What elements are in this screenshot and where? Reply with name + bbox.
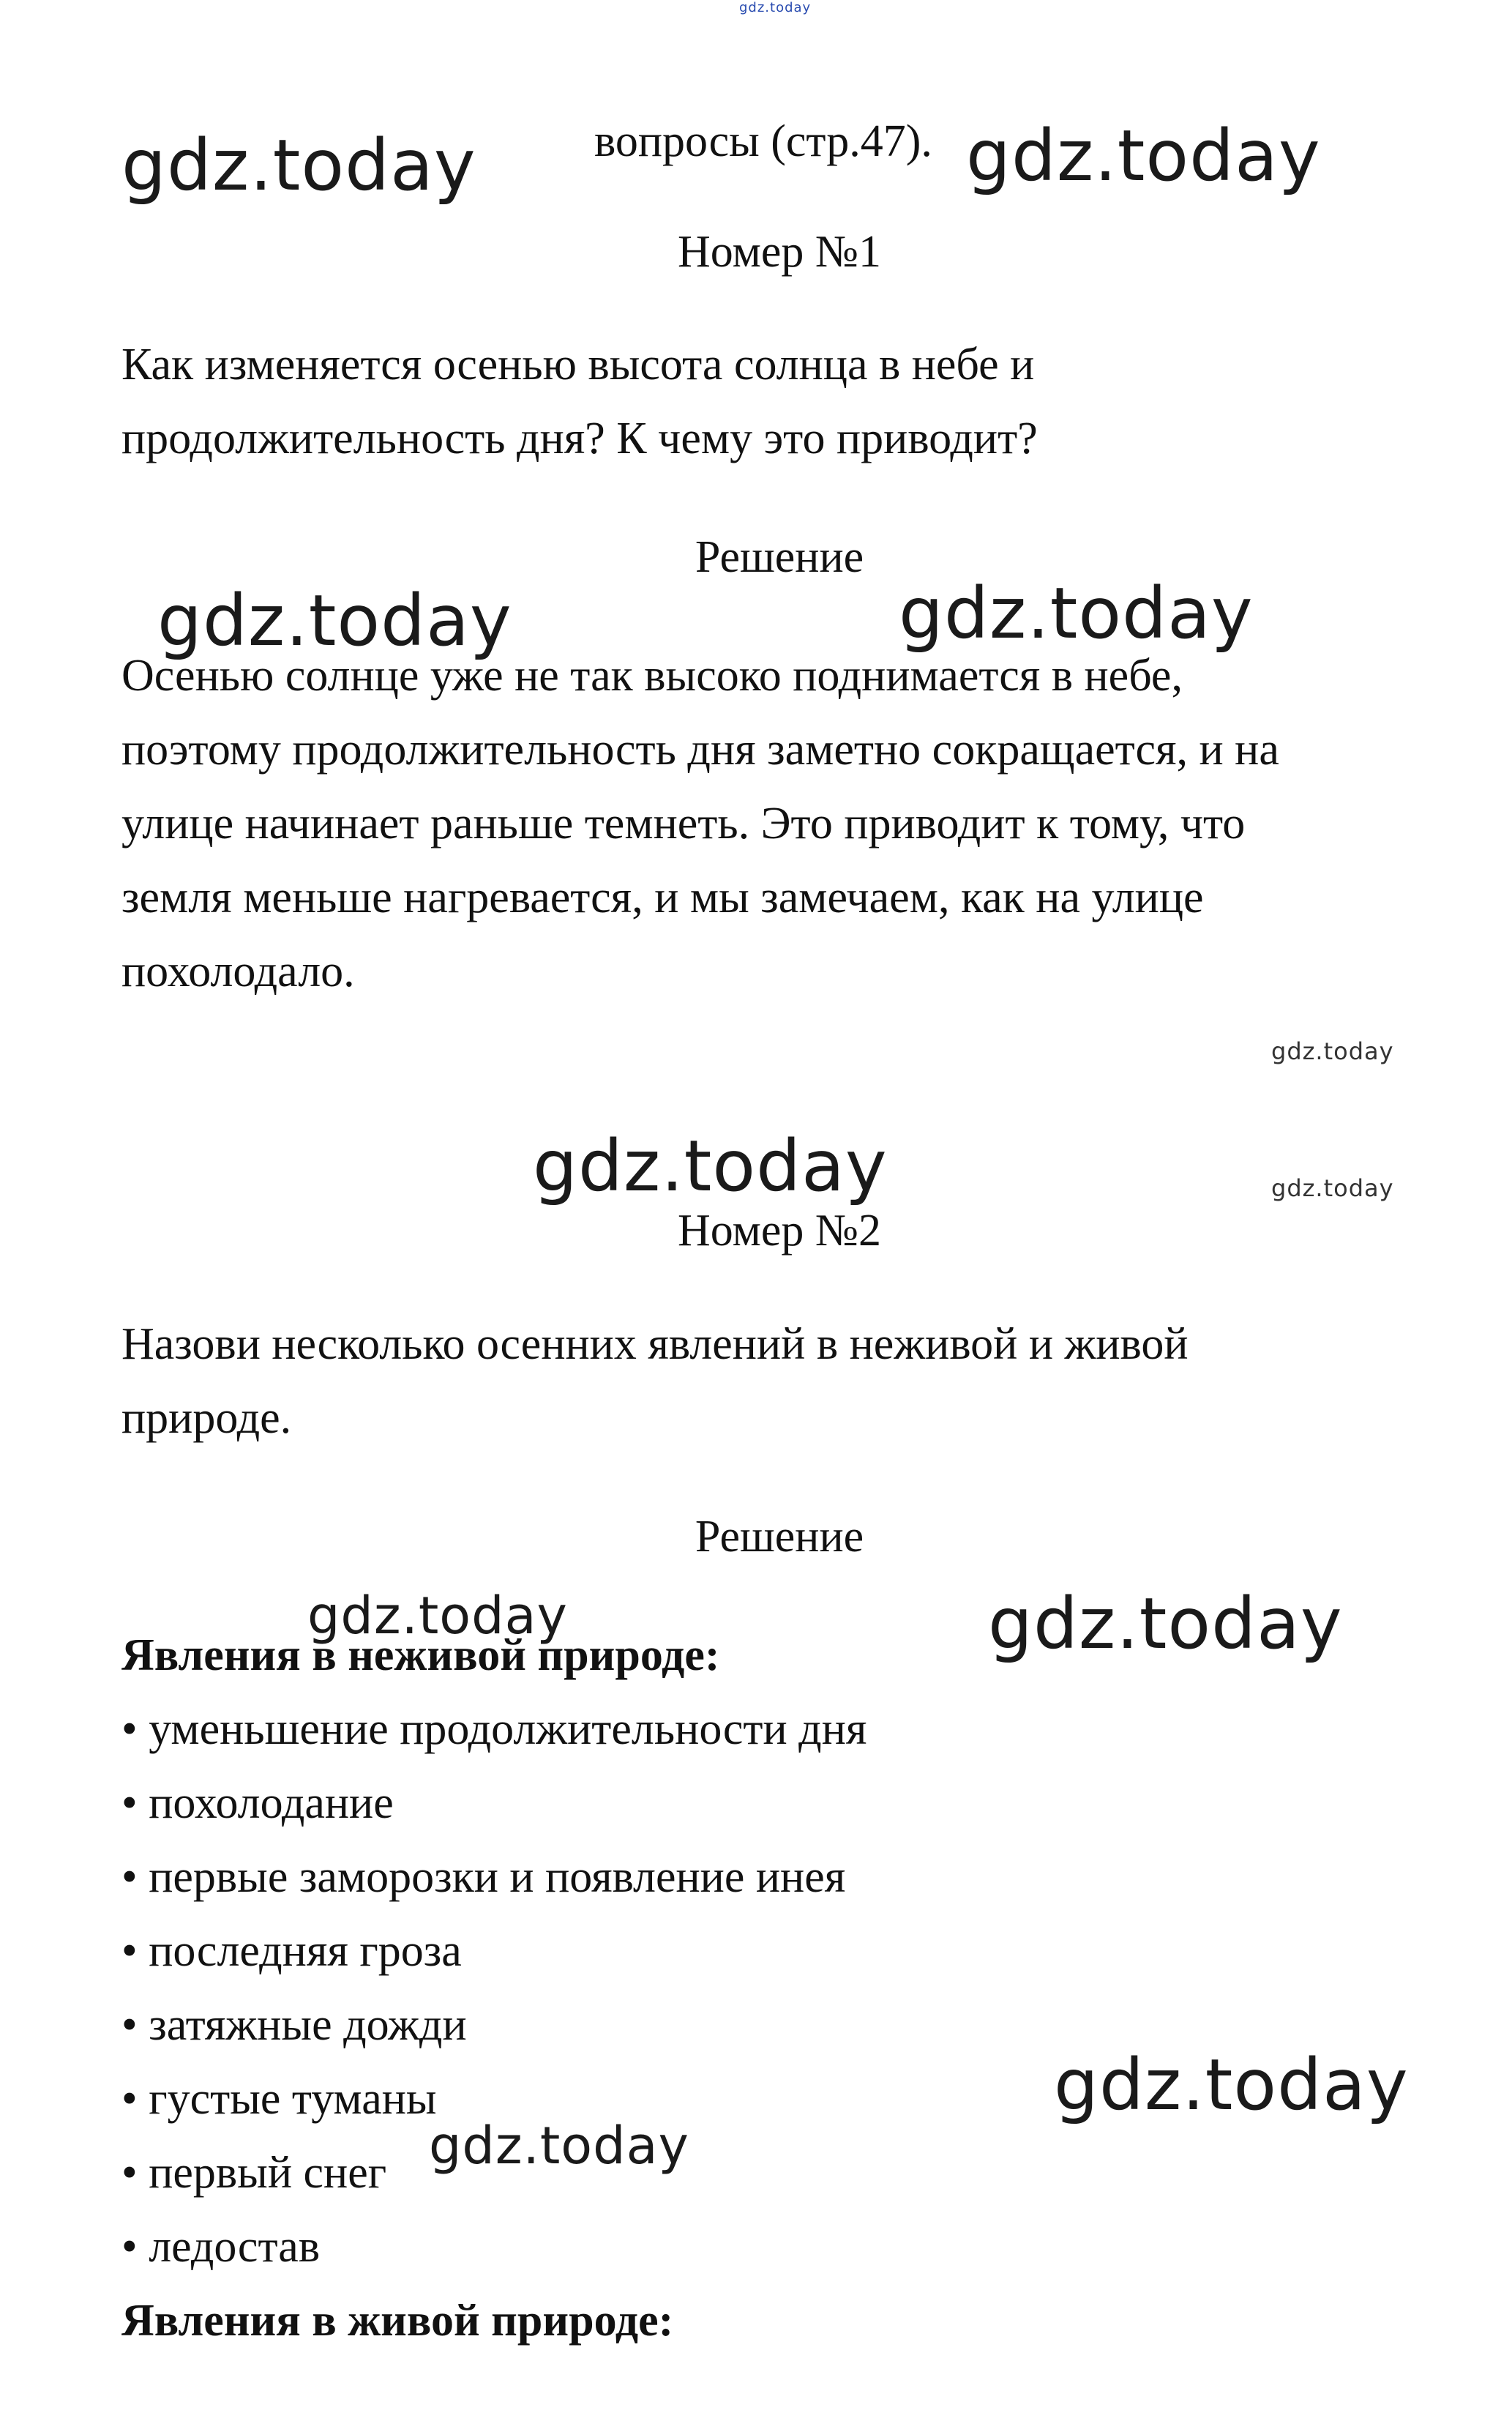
nonliving-heading: Явления в неживой природе: [121, 1630, 720, 1680]
watermark: gdz.today [1271, 1174, 1394, 1202]
task1-answer-line-4: земля меньше нагревается, и мы замечаем, как на улице [121, 873, 1204, 922]
living-heading: Явления в живой природе: [121, 2296, 674, 2346]
task2-number: Номер №2 [677, 1206, 881, 1256]
task2-solution-heading: Решение [695, 1512, 864, 1562]
task1-number: Номер №1 [677, 227, 881, 277]
watermark: gdz.today [966, 115, 1321, 197]
task1-question-line-1: Как изменяется осенью высота солнца в небе и [121, 340, 1035, 389]
task1-answer-line-1: Осенью солнце уже не так высоко поднимается в небе, [121, 651, 1183, 701]
task1-solution-heading: Решение [695, 532, 864, 582]
list-item: • похолодание [121, 1778, 394, 1828]
watermark: gdz.today [307, 1586, 568, 1646]
watermark: gdz.today [429, 2116, 689, 2176]
section-title: вопросы (стр.47). [594, 116, 932, 166]
task1-question-line-2: продолжительность дня? К чему это приводит? [121, 414, 1038, 463]
task1-answer-line-3: улице начинает раньше темнеть. Это приводит к тому, что [121, 799, 1246, 848]
watermark: gdz.today [1054, 2044, 1409, 2126]
task2-question-line-1: Назови несколько осенних явлений в неживой и живой [121, 1319, 1189, 1369]
watermark: gdz.today [988, 1583, 1343, 1665]
watermark: gdz.today [121, 124, 476, 206]
watermark: gdz.today [1271, 1037, 1394, 1065]
task2-question-line-2: природе. [121, 1393, 292, 1443]
top-watermark: gdz.today [739, 0, 812, 15]
list-item: • густые туманы [121, 2074, 437, 2124]
list-item: • первые заморозки и появление инея [121, 1852, 846, 1902]
list-item: • уменьшение продолжительности дня [121, 1704, 867, 1754]
watermark: gdz.today [533, 1125, 888, 1207]
watermark: gdz.today [157, 580, 512, 662]
list-item: • первый снег [121, 2148, 387, 2198]
watermark: gdz.today [899, 572, 1254, 654]
task1-answer-line-5: похолодало. [121, 947, 355, 996]
task1-answer-line-2: поэтому продолжительность дня заметно сокращается, и на [121, 725, 1279, 775]
list-item: • затяжные дожди [121, 2000, 467, 2050]
list-item: • ледостав [121, 2222, 321, 2272]
list-item: • последняя гроза [121, 1926, 462, 1976]
